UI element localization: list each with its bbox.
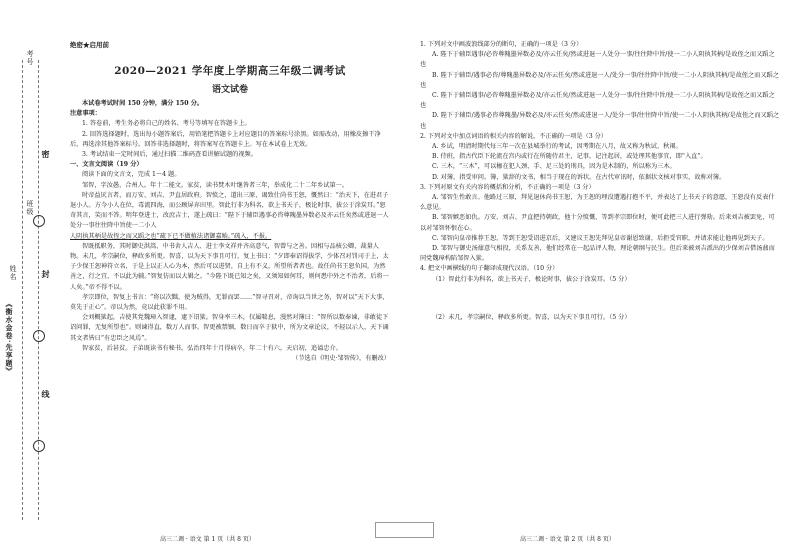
footer-page-2: 高三二调 · 语文 第 2 页（共 8 页）: [520, 536, 615, 543]
binding-hole-2: [33, 330, 45, 342]
passage-source: （节选自《明史·邹智传》，有删改）: [292, 355, 390, 363]
exam-no-label: 考号: [26, 50, 34, 66]
answer-space: [420, 285, 780, 313]
passage-paragraph: 邹智，字汝愚，合州人。年十二能文。家贫，读书焚木叶继咎者三年，举成化二十二年乡试第一。: [82, 181, 349, 189]
footer-page-1: 高三二调 · 语文 第 1 页（共 8 页）: [160, 536, 255, 543]
question-3: 3. 下列对原文有关内容的概括和分析，不正确的一项是（3 分）: [420, 183, 595, 191]
q2-option-a: A. 乡试，明清时期代每三年一次在县城举行的考试，因考期在八月，故又称为秋试、秋闱。: [432, 143, 682, 151]
q1-option-c: C. 陛下于辅臣遇事/必咨尊隗墨异数必及/亦云任矣/然或进退一人处分一事/往往降中旨/使一二小人阴执其柄/是故侄之而又蹈之也: [420, 92, 775, 110]
side-logo: 《衡水金卷·先享题》: [5, 300, 14, 376]
q1-option-b: B. 陛下于辅臣/遇事必咨/尊隗墨异数必及/亦云任矣/然或进退一人/处分一事/往往降中旨/使一二小人阴执其柄/是故侄之而又蹈之也: [420, 71, 779, 89]
notice-heading: 注意事项：: [70, 110, 101, 118]
secret-label: 绝密★启用前: [70, 41, 109, 49]
q4-part-2: （2）未几，孝宗嗣位，释政多所更。智喜，以为天下事且可行。（5 分）: [432, 313, 631, 321]
section-heading: 一、文言文阅读（19 分）: [70, 161, 143, 169]
name-label: 姓名: [9, 265, 17, 281]
q4-part-1: （1）智此行非为科名，欲上书天子，极论时事，拔公于涂炭耳。（5 分）: [432, 275, 631, 283]
center-box: [375, 522, 434, 538]
page-1: [70, 0, 390, 551]
q3-option-b: B. 邹智嫉恶如仇。万安、刘吉、尹直把持朝政，他十分愤慨，等到孝宗即位时，便可此把三人进行弹劾。后来刘吉被罢免，可以对邹智怀恨在心。: [420, 214, 775, 232]
q3-option-a: A. 邹智生性敢言。他路过三原，拜见退休尚书王恕，为王恕的埋没遭遇打抱不平，并表达了上书天子的意愿，王恕没有反表什么意见。: [420, 194, 775, 212]
section-intro: 阅读下面的文言文，完成 1～4 题。: [82, 171, 181, 179]
notice-item: 3. 考试结束一定时间后，通过扫描二维码查看讲解试题的视频。: [82, 151, 257, 159]
binding-margin: [0, 0, 51, 551]
q3-option-d: D. 邹智与御史汤鼐意气相投，关系友善，他们经常在一起品评人物，理论朝纲与民生。但后来被刘吉派出的少保刘吉借汤鼐而同党魏璋构陷邹智入狱。: [420, 245, 775, 263]
seal-char-feng: 封: [41, 270, 51, 279]
q1-option-d: D. 陛下于辅臣/遇事必咨尊隗墨/异数必及/亦云任矣/然或进退一人/处分一事/往往降中旨/使一二小人阴执其柄/是故侄之而又蹈之也: [420, 112, 780, 130]
question-4: 4. 把文中画横线的句子翻译成现代汉语。（10 分）: [420, 265, 559, 273]
seal-char-mi: 密: [41, 150, 51, 159]
notice-item: 1. 答卷前，考生务必将自己的姓名、考号等填写在答题卡上。: [82, 120, 251, 128]
passage-paragraph: 孝宗即位，智复上书言：“将以次黜，使为贼得，无罪而罢……”智寻召对，帝询以当世之务，智对以“天下大事，莫先于正心”。帝以为然，竟以此获罪不用。: [70, 293, 389, 312]
seal-char-xian: 线: [41, 390, 51, 399]
passage-paragraph: 智家贫，后甚贫。子弟既读书有秘书。弘治四年十月得病卒，年二十有六。天启初，追谥忠介。: [82, 344, 342, 352]
passage-paragraph: 时帝益厌言者，而万安、刘吉、尹直居政府。智愤之，道出三原，谒致仕尚书王恕，慨然曰：“治天下，在进君子退小人。方今小人在位，毒流四海，而公顾屏弃田里。智此行非为科名，欲上书天子，极论时事，拔公于涂炭耳。”恕奇其言，笑而不答。明年登进士，改庶吉士，遂上疏曰：“陛下于辅臣遇事必咨尊隗墨异数必及亦云任矣然或进退一人处分一事往往降中旨使一二小人: [70, 191, 389, 230]
q2-option-b: B. 侍班，指古代臣下轮流在宫内或行在所随侍君主，记事，记注起居，或处理其他事宜，即“入直”。: [432, 153, 707, 161]
question-1: 1. 下列对文中画波浪线部分的断句，正确的一项是（3 分）: [420, 41, 583, 48]
question-2: 2. 下列对文中加点词语的相关内容的解说，不正确的一项是（3 分）: [420, 132, 608, 140]
binding-hole-3: [33, 440, 45, 452]
q1-option-a: A. 陛下于辅臣遇事/必咨尊隗墨异数必及/亦云任矣/然或进退一人处分一事/往往降中旨/使一二小人阴执其柄/是故侄之而又蹈之也: [420, 51, 775, 69]
seal-line-outer: [22, 60, 23, 520]
exam-title: 2020—2021 学年度上学期高三年级二调考试: [114, 65, 346, 77]
exam-time: 本试卷考试时间 150 分钟，满分 150 分。: [82, 100, 204, 107]
q3-option-c: C. 邹智向皇帝推荐王恕，等到王恕受诏进京后，又建议王恕先拜见皇帝谢恩致谢，后拒受官职，并请求能让他再见到天子。: [432, 234, 769, 242]
page-2: [420, 0, 780, 551]
passage-paragraph-wavy: 人阴执其柄是故侄之而又蹈之也”疏下已不做植法诸御嘉贻。”疏入，不报。: [70, 232, 272, 240]
exam-subtitle: 语文试卷: [211, 85, 248, 95]
binding-hole-1: [33, 215, 45, 227]
class-label: 班级: [26, 200, 34, 216]
notice-item: 2. 回答选择题时，选出每小题答案后，用铅笔把答题卡上对应题目的答案标号涂黑。如需改动，用橡皮擦干净后，再选涂其他答案标号。回答非选择题时，将答案写在答题卡上。写在本试卷上无效。: [70, 130, 381, 148]
passage-paragraph: 智既抵职务，其时御史洪嵩、中书舍人吉人、进士李文祥并齐高意气，智曾与之善。因相与品核公卿，裁量人物。未几，孝宗嗣位，释政多所更。智喜，以为天下事且可行，复上书曰：“夕即奉诏得拔学，少体召对罚司于上，太子少保王恕神符立名，于是上以正人心为本，然后可以进贤，自上有不义，所望所者者也。故任尚书王恕负国，为然善之，行之宜，不以此为辅。”智复仿而以大辑之。“今陛下既已知之矣，又须知如何耳，则何患中外之不治者，后将一人矣。”帝不得不以。: [70, 242, 389, 291]
passage-paragraph: 会刘概狱起，吉使其党魏璋入智逮，逮下诏狱。智身率三木，仅属喘息，漫然对簿曰：“智所以数奉谏，非敢徒下诏问罪，无复所望也”。则谏得直，数万人而事。智更被禁锢，数日而卒于狱中，所为文章论议，不轻以示人，天下诵其文者皆曰“有忠臣之风焉”。: [70, 314, 389, 342]
q2-option-d: D. 对簿，指受审问。簿，狱辞的文书，相当于现在的诉状。在古代审讯时，依据状文核对事实，故称对簿。: [432, 173, 726, 181]
q2-option-c: C. 三木，“三木”，可以枷在犯人颈、手、足三处的刑具，因为是木制的，所以称为三木。: [432, 163, 676, 171]
